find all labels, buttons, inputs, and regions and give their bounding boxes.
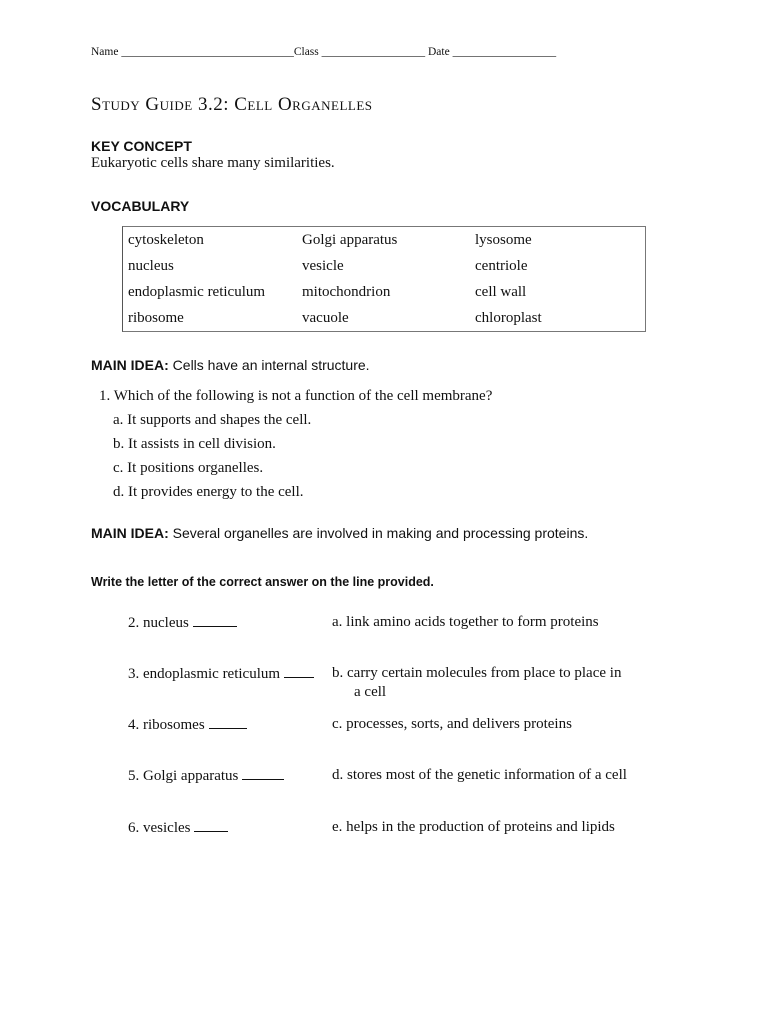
vocab-term: vacuole xyxy=(302,310,349,326)
vocab-term: cytoskeleton xyxy=(128,232,204,248)
vocab-term: ribosome xyxy=(128,310,184,326)
question-1-text: 1. Which of the following is not a function of the cell membrane? xyxy=(99,388,493,404)
vocabulary-box xyxy=(122,226,646,332)
vocab-term: mitochondrion xyxy=(302,284,391,300)
matching-answer-d: d. stores most of the genetic information of a cell xyxy=(332,767,627,783)
vocabulary-heading: VOCABULARY xyxy=(91,198,190,214)
answer-blank[interactable] xyxy=(284,665,314,678)
main-idea-text: Several organelles are involved in making and processing proteins. xyxy=(168,525,589,541)
answer-blank[interactable] xyxy=(193,614,237,627)
main-idea-2 xyxy=(91,525,588,541)
matching-answer-e: e. helps in the production of proteins and lipids xyxy=(332,819,615,835)
vocab-term: lysosome xyxy=(475,232,532,248)
key-concept-heading: KEY CONCEPT xyxy=(91,138,192,154)
answer-blank[interactable] xyxy=(242,767,284,780)
matching-instruction: Write the letter of the correct answer on the line provided. xyxy=(91,575,434,589)
question-1-option-b[interactable]: b. It assists in cell division. xyxy=(113,436,276,452)
main-idea-label: MAIN IDEA: xyxy=(91,357,169,373)
matching-question-label: 6. vesicles xyxy=(128,820,191,836)
question-1-option-a[interactable]: a. It supports and shapes the cell. xyxy=(113,412,312,428)
vocab-term: cell wall xyxy=(475,284,527,300)
vocab-term: Golgi apparatus xyxy=(302,232,398,248)
vocab-term: centriole xyxy=(475,258,528,274)
matching-answer-b-continued: a cell xyxy=(354,684,387,700)
vocab-term: endoplasmic reticulum xyxy=(128,284,266,300)
vocab-term: vesicle xyxy=(302,258,344,274)
matching-answer-a: a. link amino acids together to form proteins xyxy=(332,614,599,630)
matching-question-label: 3. endoplasmic reticulum xyxy=(128,666,281,682)
matching-question-label: 5. Golgi apparatus xyxy=(128,768,239,784)
answer-blank[interactable] xyxy=(194,819,228,832)
matching-answer-c: c. processes, sorts, and delivers proteins xyxy=(332,716,572,732)
main-idea-label: MAIN IDEA: xyxy=(91,525,169,541)
matching-question-label: 2. nucleus xyxy=(128,615,189,631)
name-class-date-line[interactable]: Name ______________________________Class __________________ Date __________________ xyxy=(91,46,557,58)
matching-question-5 xyxy=(128,767,284,785)
matching-question-6 xyxy=(128,819,228,837)
main-idea-1 xyxy=(91,357,370,373)
vocab-term: nucleus xyxy=(128,258,174,274)
main-idea-text: Cells have an internal structure. xyxy=(168,357,370,373)
matching-question-label: 4. ribosomes xyxy=(128,717,205,733)
vocab-term: chloroplast xyxy=(475,310,542,326)
matching-question-3 xyxy=(128,665,314,683)
matching-answer-b: b. carry certain molecules from place to place in xyxy=(332,665,622,681)
page-title: Study Guide 3.2: Cell Organelles xyxy=(91,94,373,115)
question-1-option-d[interactable]: d. It provides energy to the cell. xyxy=(113,484,304,500)
key-concept-text: Eukaryotic cells share many similarities. xyxy=(91,155,335,171)
matching-question-2 xyxy=(128,614,237,632)
answer-blank[interactable] xyxy=(209,716,247,729)
question-1-option-c[interactable]: c. It positions organelles. xyxy=(113,460,264,476)
matching-question-4 xyxy=(128,716,247,734)
